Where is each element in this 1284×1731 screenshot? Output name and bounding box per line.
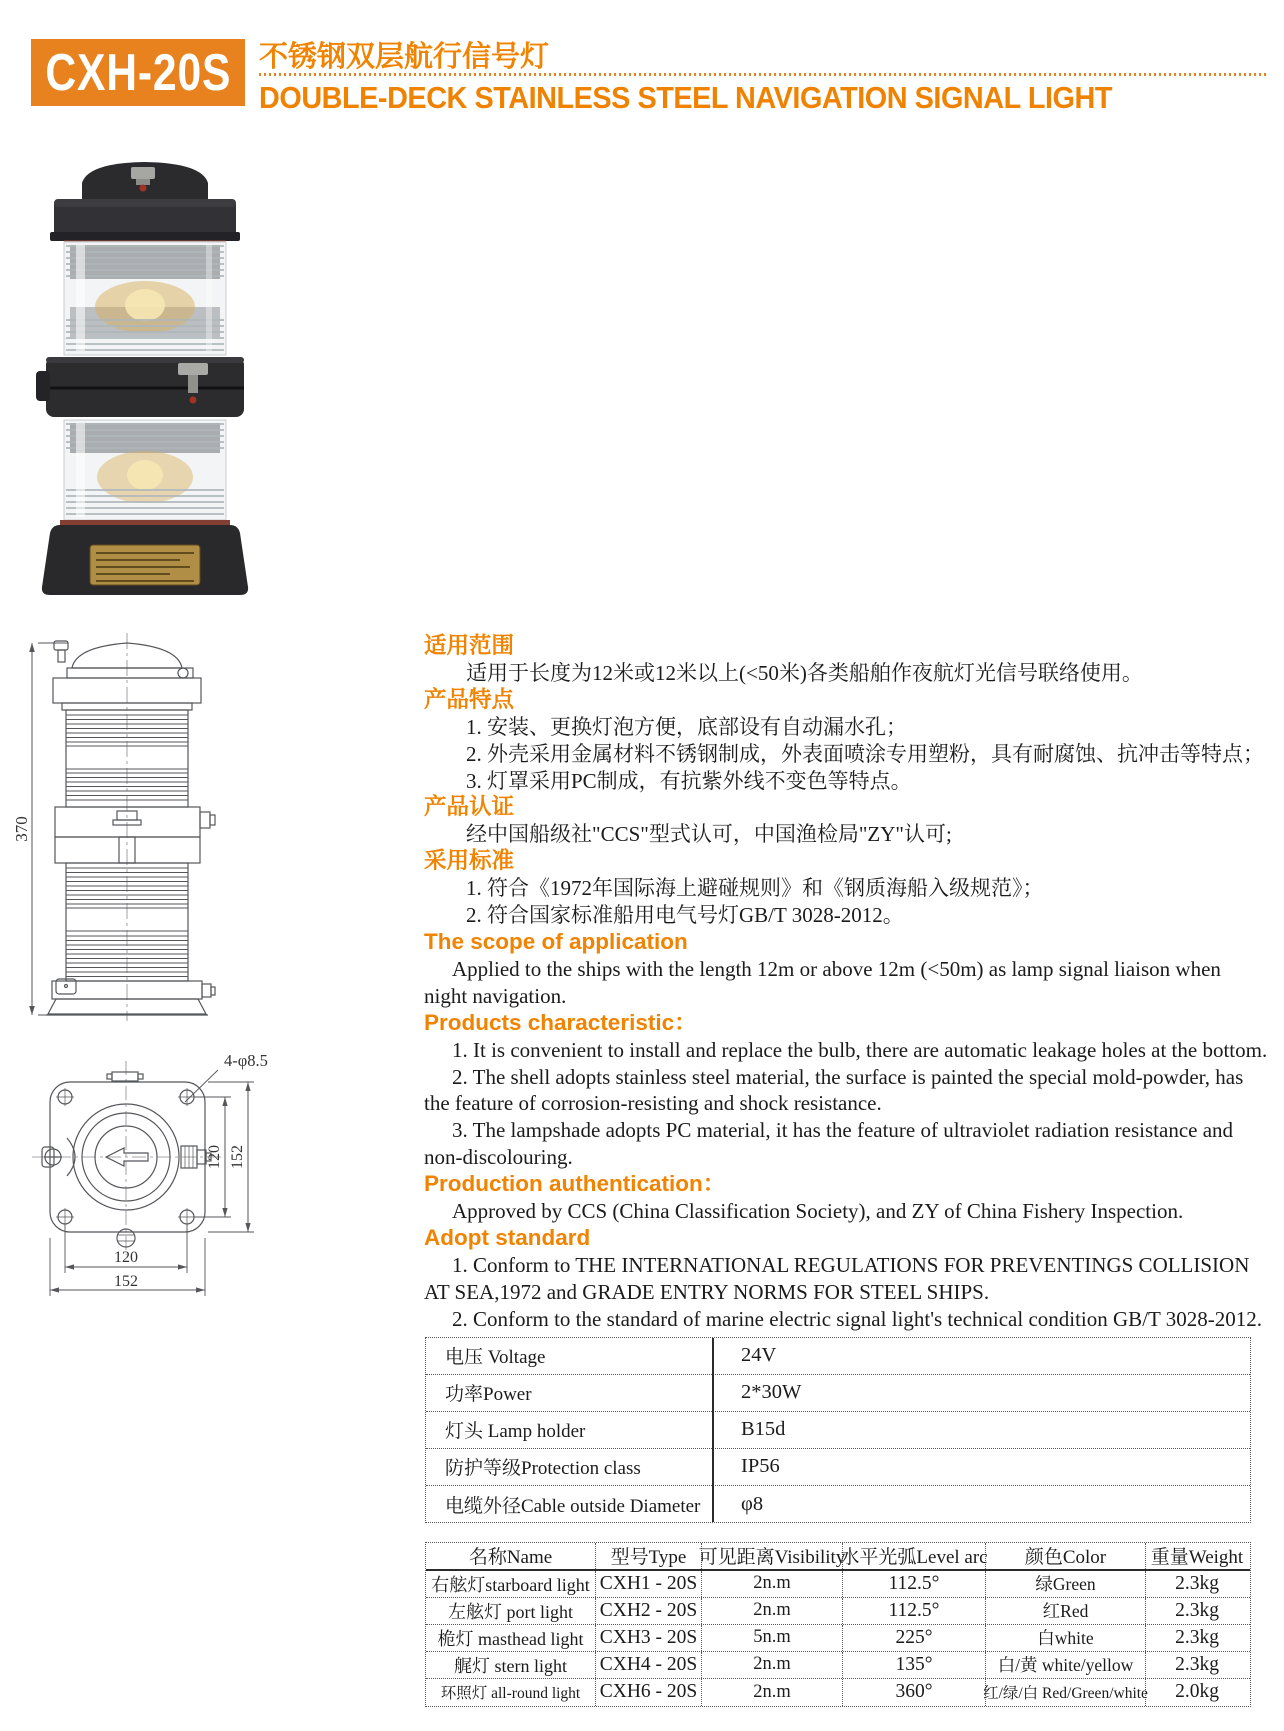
text-line: 适用于长度为12米或12米以上(<50米)各类船舶作夜航灯光信号联络使用。 (466, 660, 1143, 685)
spec-value: 2*30W (741, 1381, 802, 1404)
table-cell: 白/黄 white/yellow (986, 1652, 1146, 1678)
model-table-header-row (426, 1543, 1250, 1571)
table-cell: 112.5° (843, 1598, 986, 1624)
text-line: Applied to the ships with the length 12m or above 12m (<50m) as lamp signal liaison when (452, 956, 1221, 981)
model-table (425, 1542, 1251, 1707)
text-line: 1. Conform to THE INTERNATIONAL REGULATIONS FOR PREVENTINGS COLLISION (452, 1252, 1250, 1277)
spec-value: IP56 (741, 1455, 780, 1478)
model-table-row (426, 1652, 1250, 1679)
text-line: 经中国船级社"CCS"型式认可，中国渔检局"ZY"认可; (466, 822, 952, 847)
spec-label: 灯头 Lamp holder (445, 1421, 586, 1443)
table-cell: 右舷灯starboard light (426, 1571, 596, 1597)
model-table-row (426, 1625, 1250, 1652)
lamp-photo (36, 162, 248, 595)
section-heading: 产品认证 (424, 794, 515, 820)
table-cell: 2n.m (702, 1679, 843, 1706)
top-view-drawing (20, 1045, 300, 1303)
table-cell: CXH4 - 20S (596, 1652, 702, 1678)
column-header: 型号Type (596, 1543, 702, 1569)
dotted-divider (259, 73, 1268, 76)
table-cell: 225° (843, 1625, 986, 1651)
text-line: 2. 符合国家标准船用电气号灯GB/T 3028-2012。 (466, 903, 904, 928)
spec-row (426, 1338, 1250, 1375)
table-cell: 360° (843, 1679, 986, 1706)
table-cell: 左舷灯 port light (426, 1598, 596, 1624)
table-cell: 112.5° (843, 1571, 986, 1597)
table-cell: 2.3kg (1175, 1572, 1219, 1594)
dim-bolt-circle-v: 120 (206, 1145, 223, 1169)
text-line: 3. The lampshade adopts PC material, it has the feature of ultraviolet radiation resistance and (452, 1118, 1234, 1143)
section-heading: 产品特点 (424, 686, 515, 712)
spec-row (426, 1412, 1250, 1449)
spec-row (426, 1486, 1250, 1523)
section-heading: 采用标准 (424, 848, 515, 874)
section-heading: The scope of application (424, 928, 688, 954)
section-heading: Products characteristic： (424, 1009, 697, 1035)
text-line: 1. It is convenient to install and replace the bulb, there are automatic leakage holes at the bottom. (452, 1037, 1268, 1062)
table-cell: 白white (986, 1625, 1146, 1651)
column-header: 可见距离Visibility (702, 1543, 843, 1569)
table-cell: 2n.m (702, 1652, 843, 1678)
text-line: 2. 外壳采用金属材料不锈钢制成，外表面喷涂专用塑粉，具有耐腐蚀、抗冲击等特点； (466, 741, 1264, 766)
text-line: 1. 安装、更换灯泡方便，底部设有自动漏水孔； (466, 714, 907, 739)
spec-value: φ8 (741, 1492, 764, 1515)
spec-row (426, 1375, 1250, 1412)
section-heading: 适用范围 (424, 633, 515, 658)
page-title-english: DOUBLE-DECK STAINLESS STEEL NAVIGATION SIGNAL LIGHT (259, 80, 1112, 115)
dim-overall-height: 370 (12, 816, 31, 842)
table-cell: 2.3kg (1175, 1653, 1219, 1675)
text-line: night navigation. (424, 983, 567, 1008)
table-cell: 红Red (986, 1598, 1146, 1624)
spec-label: 防护等级Protection class (445, 1458, 641, 1480)
table-cell: 2n.m (702, 1598, 843, 1624)
table-cell: CXH6 - 20S (596, 1679, 702, 1706)
table-cell: 2.3kg (1175, 1626, 1219, 1648)
spec-label: 电压 Voltage (445, 1347, 546, 1369)
text-line: 1. 符合《1972年国际海上避碰规则》和《钢质海船入级规范》； (466, 876, 1044, 901)
text-line: the feature of corrosion-resisting and shock resistance. (424, 1091, 882, 1116)
column-header: 重量Weight (1150, 1547, 1244, 1569)
spec-label: 电缆外径Cable outside Diameter (445, 1495, 701, 1517)
table-cell: 2.0kg (1175, 1681, 1219, 1703)
text-line: 2. Conform to the standard of marine electric signal light's technical condition GB/T 3028-2012. (452, 1306, 1262, 1331)
table-cell: CXH3 - 20S (596, 1625, 702, 1651)
table-cell: 桅灯 masthead light (426, 1625, 596, 1651)
spec-table (425, 1337, 1251, 1523)
text-line: 2. The shell adopts stainless steel material, the surface is painted the special mold-powder, has (452, 1064, 1244, 1089)
description-text (424, 633, 1268, 1333)
model-number: CXH-20S (45, 43, 231, 102)
spec-value: 24V (741, 1344, 777, 1367)
model-table-row (426, 1571, 1250, 1598)
product-photo (30, 157, 260, 597)
text-line: AT SEA,1972 and GRADE ENTRY NORMS FOR STEEL SHIPS. (424, 1279, 990, 1304)
text-line: 3. 灯罩采用PC制成，有抗紫外线不变色等特点。 (466, 768, 912, 793)
table-cell: 红/绿/白 Red/Green/white (986, 1679, 1146, 1706)
table-cell: 2n.m (702, 1571, 843, 1597)
page-title-chinese: 不锈钢双层航行信号灯 (259, 41, 550, 73)
spec-table-divider (712, 1338, 714, 1522)
table-cell: 艉灯 stern light (426, 1652, 596, 1678)
model-badge (31, 39, 245, 106)
table-cell: 环照灯 all-round light (426, 1679, 596, 1706)
section-heading: Production authentication： (424, 1171, 726, 1197)
spec-label: 功率Power (445, 1384, 532, 1406)
side-view-drawing (10, 625, 260, 1025)
table-cell: CXH2 - 20S (596, 1598, 702, 1624)
model-table-row (426, 1598, 1250, 1625)
model-table-row (426, 1679, 1250, 1706)
table-cell: 135° (843, 1652, 986, 1678)
dim-base-v: 152 (229, 1145, 246, 1169)
dim-bolt-circle-h: 120 (114, 1249, 138, 1266)
dim-holes-label: 4-φ8.5 (224, 1051, 268, 1070)
text-line: non-discolouring. (424, 1145, 573, 1170)
table-cell: 绿Green (986, 1571, 1146, 1597)
dim-base-h: 152 (114, 1273, 138, 1290)
table-cell: 5n.m (702, 1625, 843, 1651)
column-header: 水平光弧Level arc (843, 1543, 986, 1569)
spec-row (426, 1449, 1250, 1486)
text-line: Approved by CCS (China Classification Society), and ZY of China Fishery Inspection. (452, 1199, 1184, 1224)
section-heading: Adopt standard (424, 1224, 591, 1250)
table-cell: 2.3kg (1175, 1599, 1219, 1621)
column-header: 名称Name (426, 1543, 596, 1569)
column-header: 颜色Color (986, 1543, 1146, 1569)
spec-value: B15d (741, 1418, 786, 1441)
table-cell: CXH1 - 20S (596, 1571, 702, 1597)
